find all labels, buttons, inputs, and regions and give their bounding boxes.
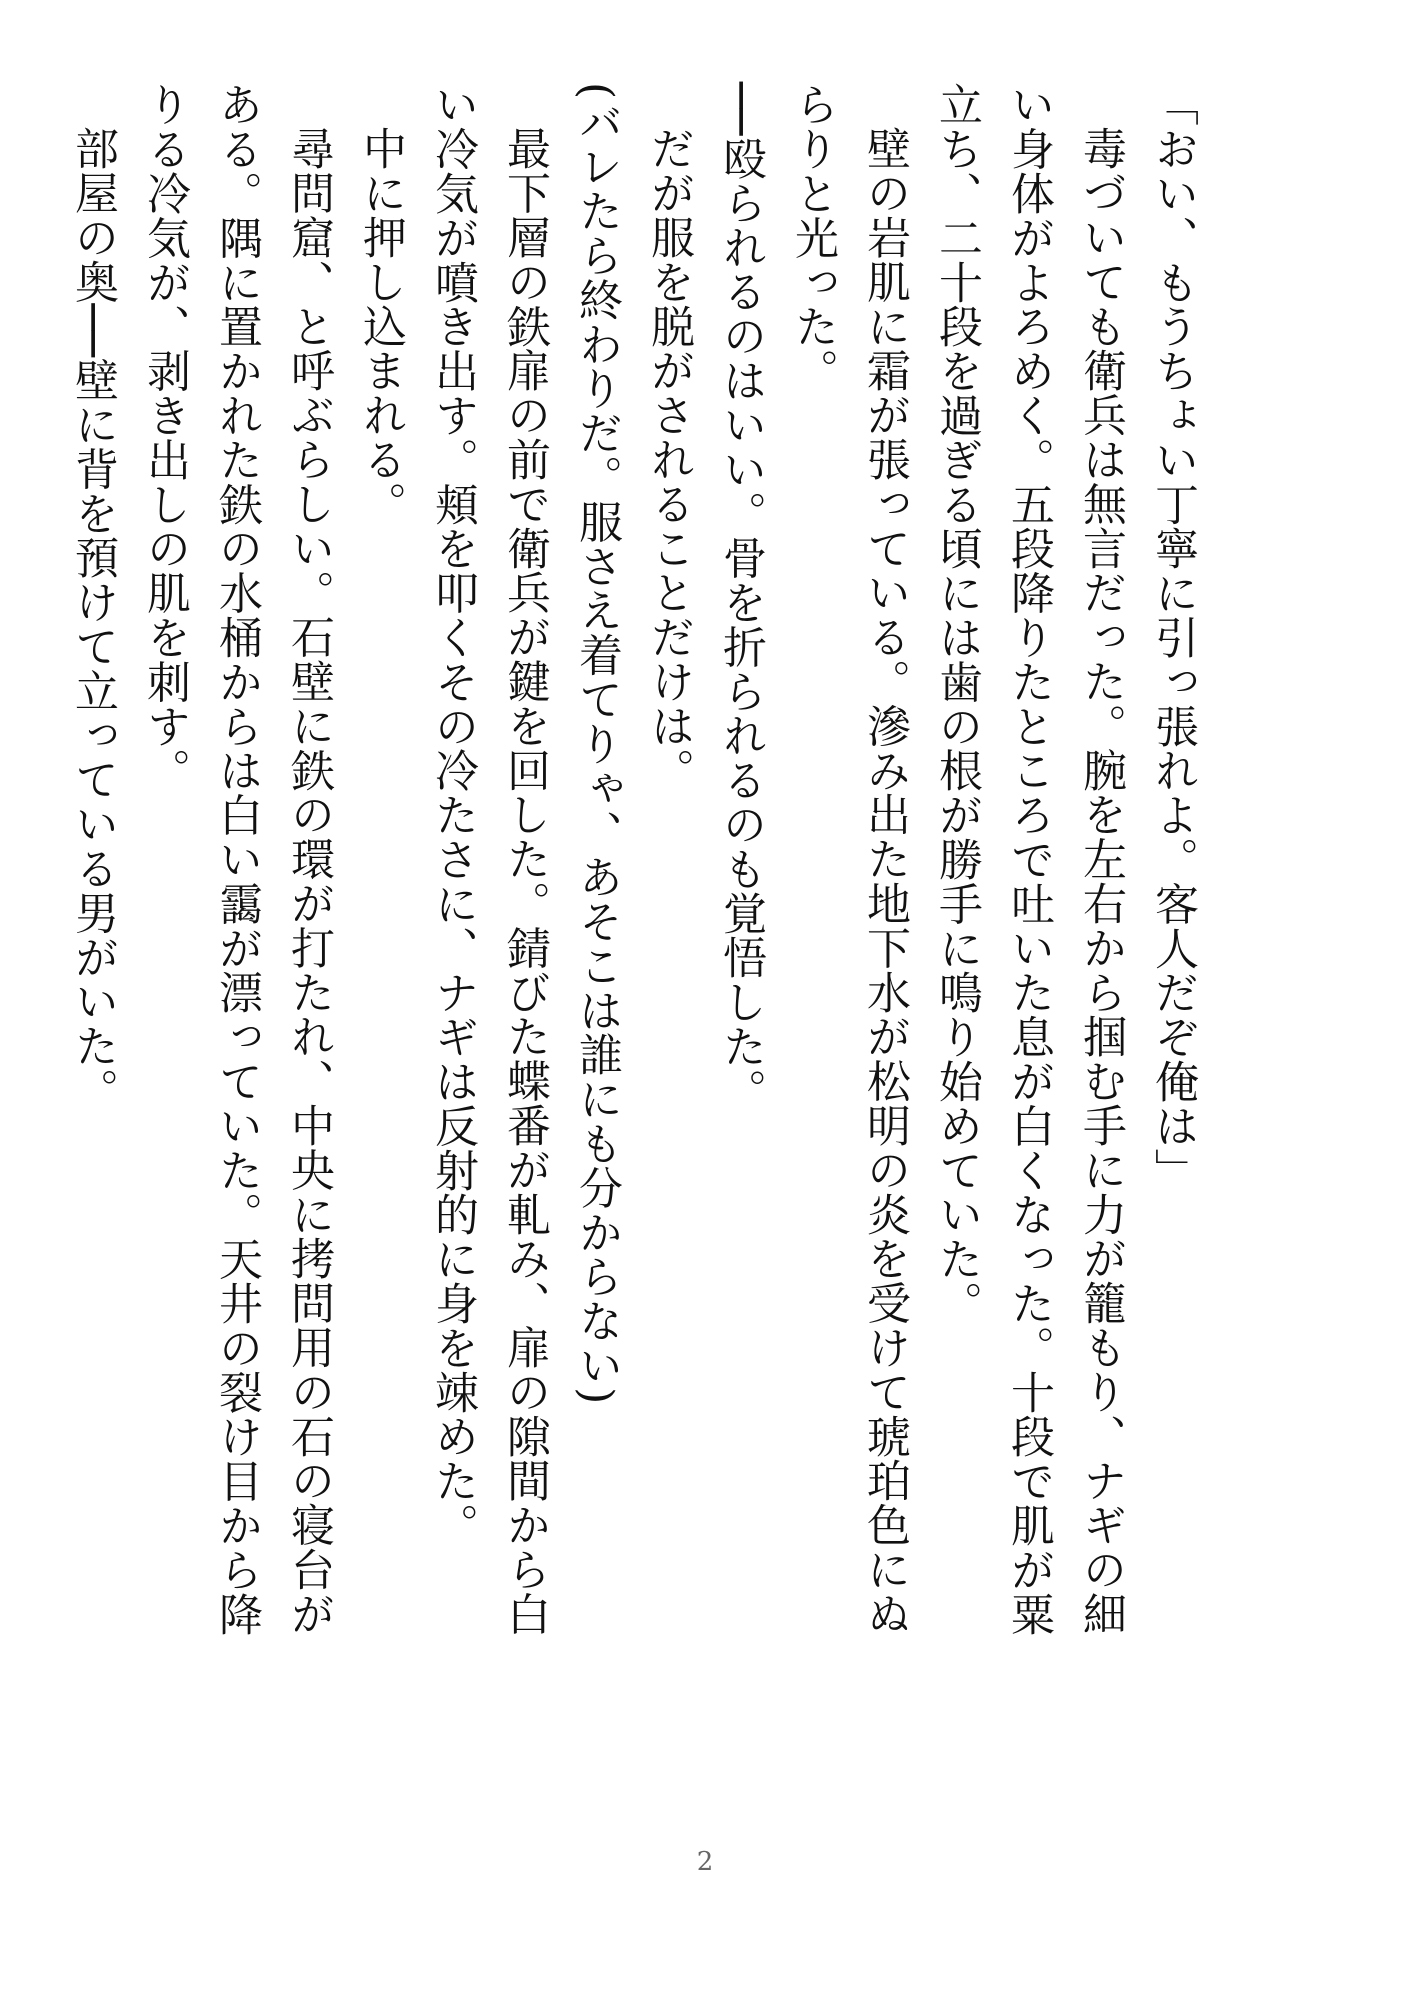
paragraph: だが服を脱がされることだけは。 — [643, 126, 694, 792]
page-number: 2 — [696, 1847, 714, 1877]
paragraph: 毒づいても衛兵は無言だった。腕を左右から掴む手に力が籠もり、ナギの細い身体がよろめく。五段降りたところで吐いた息が白くなった。十段で肌が粟立ち、二十段を過ぎる頃には歯の根が勝手に鳴り始めていた。 — [931, 82, 1126, 1636]
paragraph-dash: ──殴られるのはいい。骨を折られるのも覚悟した。 — [715, 82, 766, 1113]
paragraph: 中に押し込まれる。 — [355, 126, 406, 526]
paragraph-inner-thought: (バレたら終わりだ。服さえ着てりゃ、あそこは誰にも分からない) — [571, 82, 622, 1405]
paragraph: 最下層の鉄扉の前で衛兵が鍵を回した。錆びた蝶番が軋み、扉の隙間から白い冷気が噴き出す。頬を叩くその冷たさに、ナギは反射的に身を竦めた。 — [427, 82, 550, 1636]
paragraph: 尋問窟、と呼ぶらしい。石壁に鉄の環が打たれ、中央に拷問用の石の寝台がある。隅に置かれた鉄の水桶からは白い靄が漂っていた。天井の裂け目から降りる冷気が、剥き出しの肌を刺す。 — [139, 82, 334, 1637]
paragraph-dialogue: 「おい、もうちょい丁寧に引っ張れよ。客人だぞ俺は」 — [1147, 82, 1198, 1192]
paragraph: 部屋の奥──壁に背を預けて立っている男がいた。 — [67, 126, 118, 1113]
paragraph: 壁の岩肌に霜が張っている。滲み出た地下水が松明の炎を受けて琥珀色にぬらりと光った。 — [787, 82, 910, 1636]
body-text — [67, 82, 1208, 1662]
